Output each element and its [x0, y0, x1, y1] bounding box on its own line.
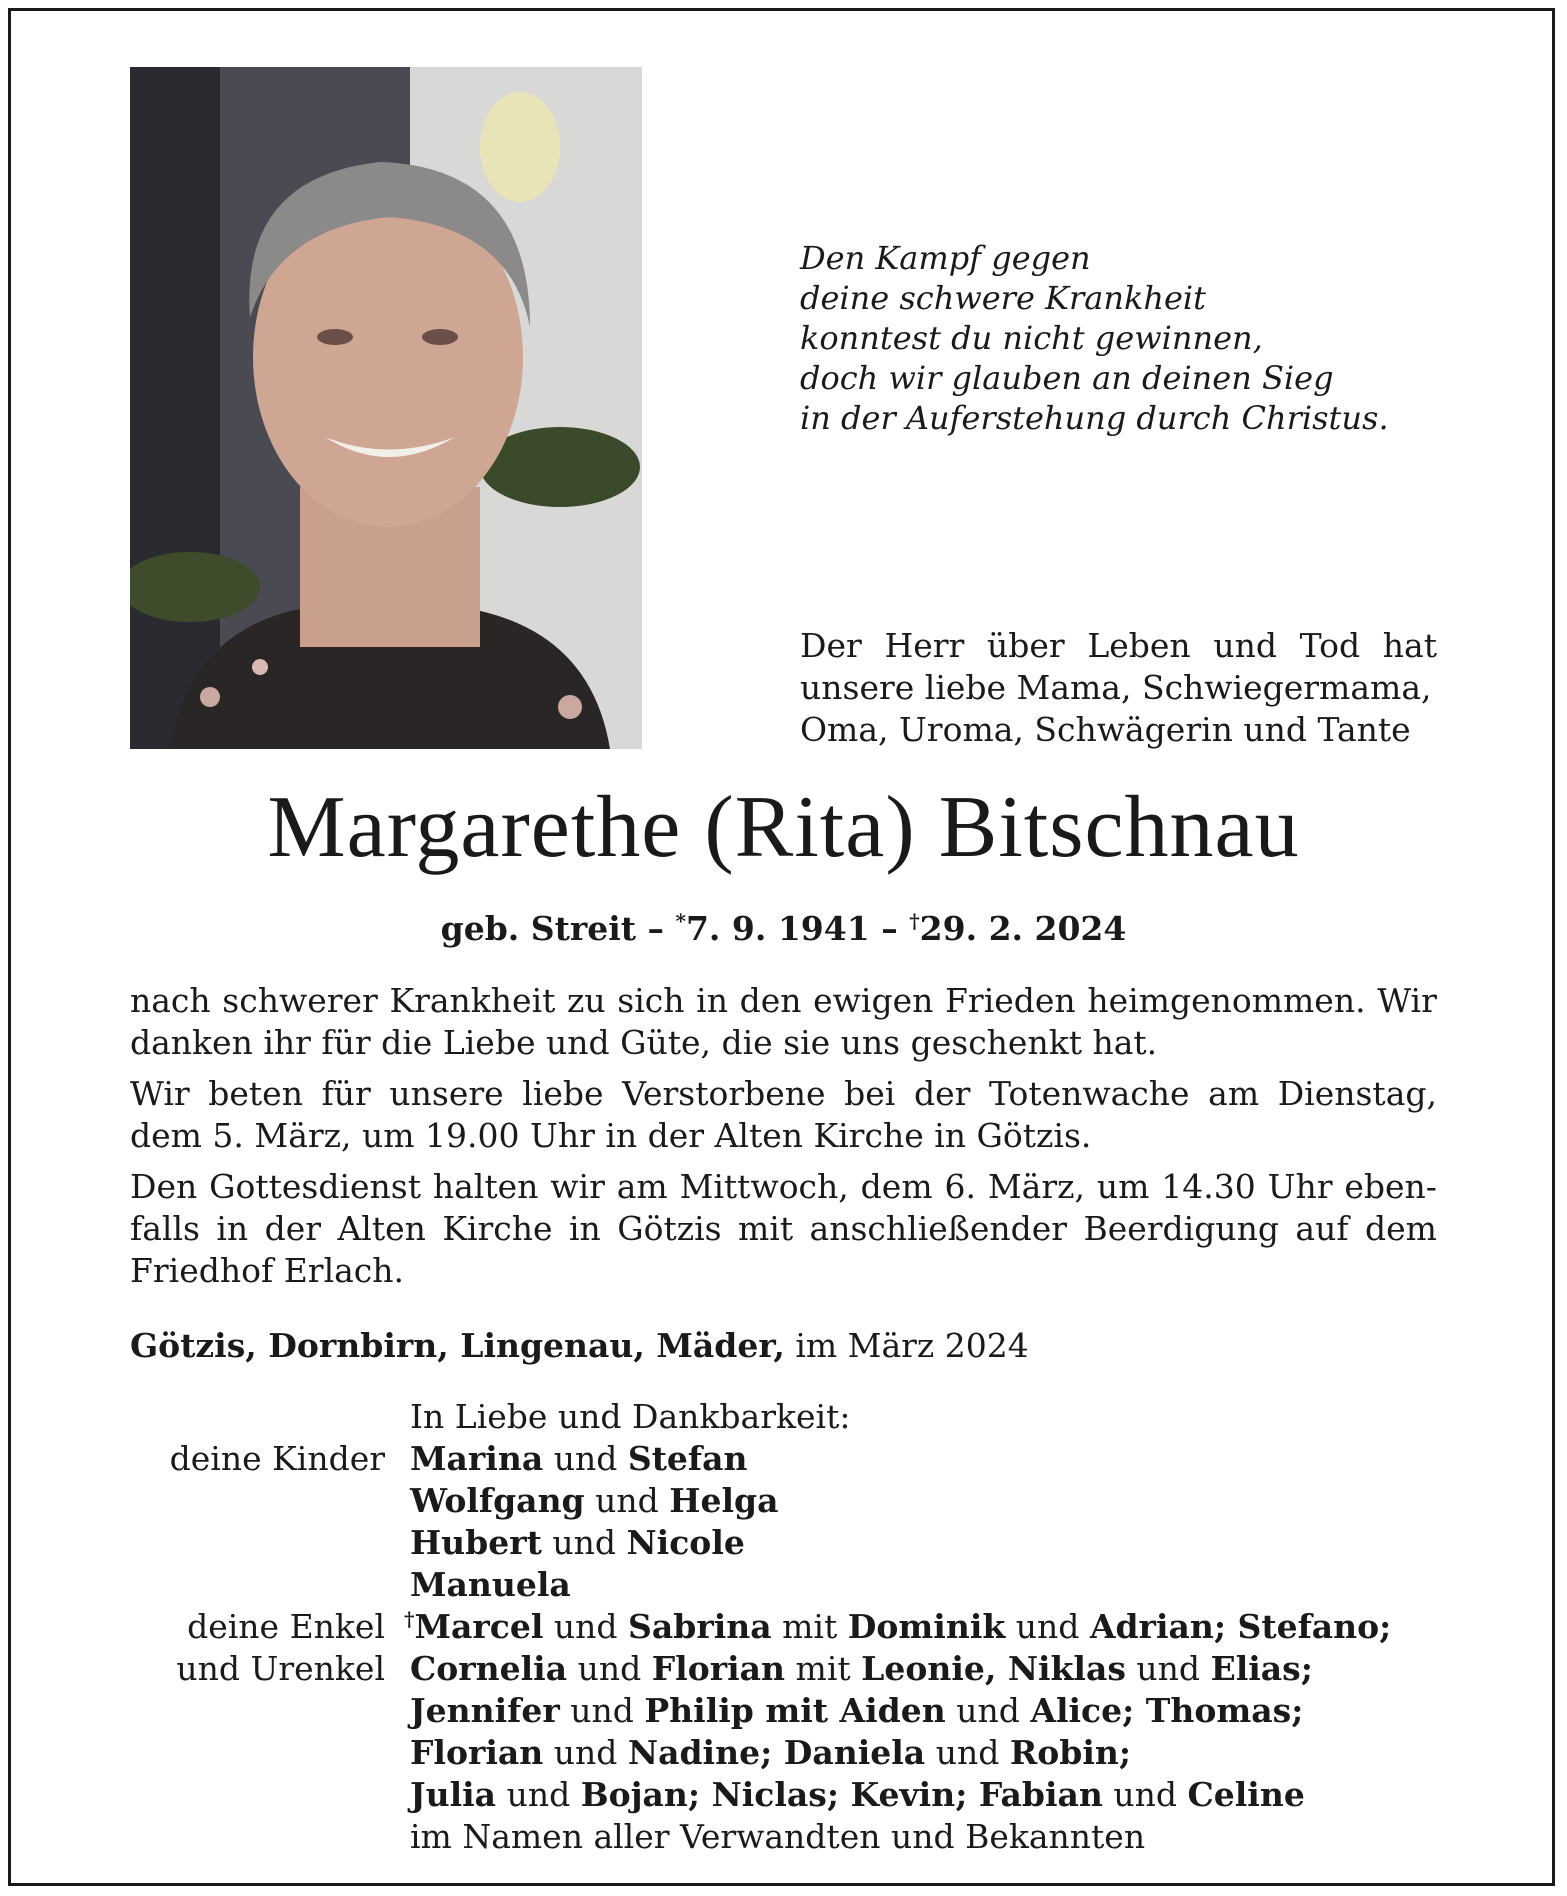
word: Kirche — [442, 1209, 553, 1248]
name: Julia — [410, 1775, 497, 1814]
name: Robin; — [1009, 1733, 1132, 1772]
conj: und — [595, 1481, 659, 1520]
family-row — [0, 1648, 1567, 1690]
name: Jennifer — [410, 1691, 560, 1730]
name: Nadine; Daniela — [627, 1733, 926, 1772]
family-row — [0, 1522, 1567, 1564]
word: wir — [550, 1167, 605, 1206]
word: Wir — [1377, 981, 1437, 1020]
intro-text — [800, 625, 1437, 751]
paragraph-line: Friedhof Erlach. — [130, 1251, 405, 1290]
name: Nicole — [626, 1523, 745, 1562]
word: beten — [208, 1074, 303, 1113]
conj: mit — [782, 1607, 838, 1646]
name: Florian — [651, 1649, 786, 1688]
name: Bojan; Niclas; Kevin; Fabian — [580, 1775, 1103, 1814]
name: Helga — [669, 1481, 779, 1520]
life-dates — [0, 909, 1567, 949]
name: Elias; — [1210, 1649, 1313, 1688]
word: und — [1213, 626, 1277, 665]
paragraph-3 — [130, 1166, 1437, 1292]
conj: und — [553, 1607, 618, 1646]
word: in — [696, 981, 728, 1020]
word: der — [913, 1074, 971, 1113]
word: Gottesdienst — [209, 1167, 421, 1206]
intro-line-2: unsere liebe Mama, Schwiegermama, — [800, 668, 1432, 707]
word: nach — [130, 981, 211, 1020]
word: dem — [860, 1167, 933, 1206]
paragraph-line: dem 5. März, um 19.00 Uhr in der Alten Kirche in Götzis. — [130, 1116, 1092, 1155]
name: Leonie, Niklas — [861, 1649, 1126, 1688]
conj: und — [506, 1775, 571, 1814]
date: im März 2024 — [795, 1326, 1029, 1365]
towns: Götzis, Dornbirn, Lingenau, Mäder, — [130, 1326, 785, 1365]
word: hat — [1382, 626, 1437, 665]
word: um — [1096, 1167, 1150, 1206]
conj: und — [1136, 1649, 1201, 1688]
word: Mittwoch, — [679, 1167, 849, 1206]
word: Wir — [130, 1074, 190, 1113]
label-children: deine Kinder — [169, 1439, 385, 1478]
word: März, — [987, 1167, 1085, 1206]
word: in — [216, 1209, 249, 1248]
intro-line-1 — [800, 625, 1437, 667]
word: eben- — [1344, 1167, 1437, 1206]
conj: und — [1015, 1607, 1080, 1646]
closing-line: im Namen aller Verwandten und Bekannten — [410, 1817, 1146, 1856]
cross-mark: † — [404, 1607, 415, 1631]
word: Frieden — [945, 981, 1076, 1020]
word: Dienstag, — [1277, 1074, 1437, 1113]
family-row — [0, 1438, 1567, 1480]
death-mark: † — [909, 909, 920, 933]
word: 14.30 — [1161, 1167, 1256, 1206]
name: Sabrina — [628, 1607, 772, 1646]
word: anschließender — [809, 1209, 1068, 1248]
separator: – — [881, 909, 898, 948]
conj: und — [552, 1523, 617, 1562]
word: heimgenommen. — [1087, 981, 1366, 1020]
word: den — [739, 981, 802, 1020]
name: Manuela — [410, 1565, 571, 1604]
death-date: 29. 2. 2024 — [919, 909, 1127, 948]
name: Stefan — [627, 1439, 748, 1478]
family-row — [0, 1606, 1567, 1648]
birth-mark: * — [675, 909, 686, 933]
word: für — [321, 1074, 371, 1113]
quote-block — [800, 238, 1440, 438]
conj: mit — [795, 1649, 851, 1688]
name: Alice; Thomas; — [1030, 1691, 1304, 1730]
family-header: In Liebe und Dankbarkeit: — [410, 1397, 851, 1436]
family-row — [0, 1396, 1567, 1438]
word: am — [1208, 1074, 1260, 1113]
name: Celine — [1187, 1775, 1305, 1814]
word: falls — [130, 1209, 200, 1248]
word: Verstorbene — [622, 1074, 826, 1113]
place-date-line — [130, 1325, 1029, 1367]
word: unsere — [389, 1074, 504, 1113]
label-grandchildren: deine Enkel — [187, 1607, 385, 1646]
birth-name: geb. Streit — [440, 909, 636, 948]
family-row — [0, 1690, 1567, 1732]
name: Hubert — [410, 1523, 542, 1562]
word: auf — [1295, 1209, 1349, 1248]
word: Leben — [1087, 626, 1191, 665]
name: Wolfgang — [410, 1481, 585, 1520]
family-row — [0, 1774, 1567, 1816]
word: der — [264, 1209, 322, 1248]
word: Alten — [337, 1209, 426, 1248]
word: bei — [844, 1074, 896, 1113]
conj: und — [577, 1649, 642, 1688]
word: dem — [1365, 1209, 1437, 1248]
word: in — [568, 1209, 601, 1248]
deceased-name: Margarethe (Rita) Bitschnau — [267, 779, 1300, 876]
family-row — [0, 1732, 1567, 1774]
word: Herr — [884, 626, 965, 665]
word: schwerer — [222, 981, 378, 1020]
name: Marcel — [414, 1607, 544, 1646]
conj: und — [553, 1733, 618, 1772]
word: halten — [432, 1167, 539, 1206]
label-great-grandchildren: und Urenkel — [176, 1649, 385, 1688]
paragraph-1 — [130, 980, 1437, 1064]
conj: und — [935, 1733, 1000, 1772]
name: Cornelia — [410, 1649, 568, 1688]
conj: und — [956, 1691, 1020, 1730]
word: Götzis — [617, 1209, 722, 1248]
conj: und — [570, 1691, 634, 1730]
word: am — [616, 1167, 668, 1206]
word: Totenwache — [989, 1074, 1190, 1113]
quote-line: in der Auferstehung durch Christus. — [800, 399, 1389, 437]
birth-date: 7. 9. 1941 — [685, 909, 870, 948]
word: ewigen — [813, 981, 934, 1020]
word: Krankheit — [389, 981, 556, 1020]
name: Philip mit Aiden — [644, 1691, 946, 1730]
word: mit — [738, 1209, 794, 1248]
family-row — [0, 1564, 1567, 1606]
portrait-illustration — [130, 67, 642, 749]
word: Den — [130, 1167, 198, 1206]
paragraph-line: danken ihr für die Liebe und Güte, die sie uns geschenkt hat. — [130, 1023, 1158, 1062]
name: Marina — [410, 1439, 544, 1478]
intro-line-3: Oma, Uroma, Schwägerin und Tante — [800, 710, 1411, 749]
quote-line: konntest du nicht gewinnen, — [800, 319, 1263, 357]
word: liebe — [522, 1074, 604, 1113]
word: Beerdigung — [1083, 1209, 1279, 1248]
name: Florian — [410, 1733, 544, 1772]
separator: – — [647, 909, 664, 948]
family-list — [0, 1396, 1567, 1858]
paragraph-2 — [130, 1073, 1437, 1157]
quote-line: Den Kampf gegen — [800, 239, 1091, 277]
word: Tod — [1299, 626, 1361, 665]
word: Der — [800, 626, 862, 665]
word: 6. — [944, 1167, 976, 1206]
family-row — [0, 1480, 1567, 1522]
word: zu — [567, 981, 606, 1020]
portrait-photo — [130, 67, 642, 749]
word: Uhr — [1267, 1167, 1333, 1206]
word: sich — [617, 981, 685, 1020]
conj: und — [1113, 1775, 1178, 1814]
quote-line: deine schwere Krankheit — [800, 279, 1206, 317]
name: Adrian; Stefano; — [1089, 1607, 1392, 1646]
family-row — [0, 1816, 1567, 1858]
word: über — [986, 626, 1065, 665]
name: Dominik — [847, 1607, 1006, 1646]
conj: und — [553, 1439, 618, 1478]
quote-line: doch wir glauben an deinen Sieg — [800, 359, 1334, 397]
